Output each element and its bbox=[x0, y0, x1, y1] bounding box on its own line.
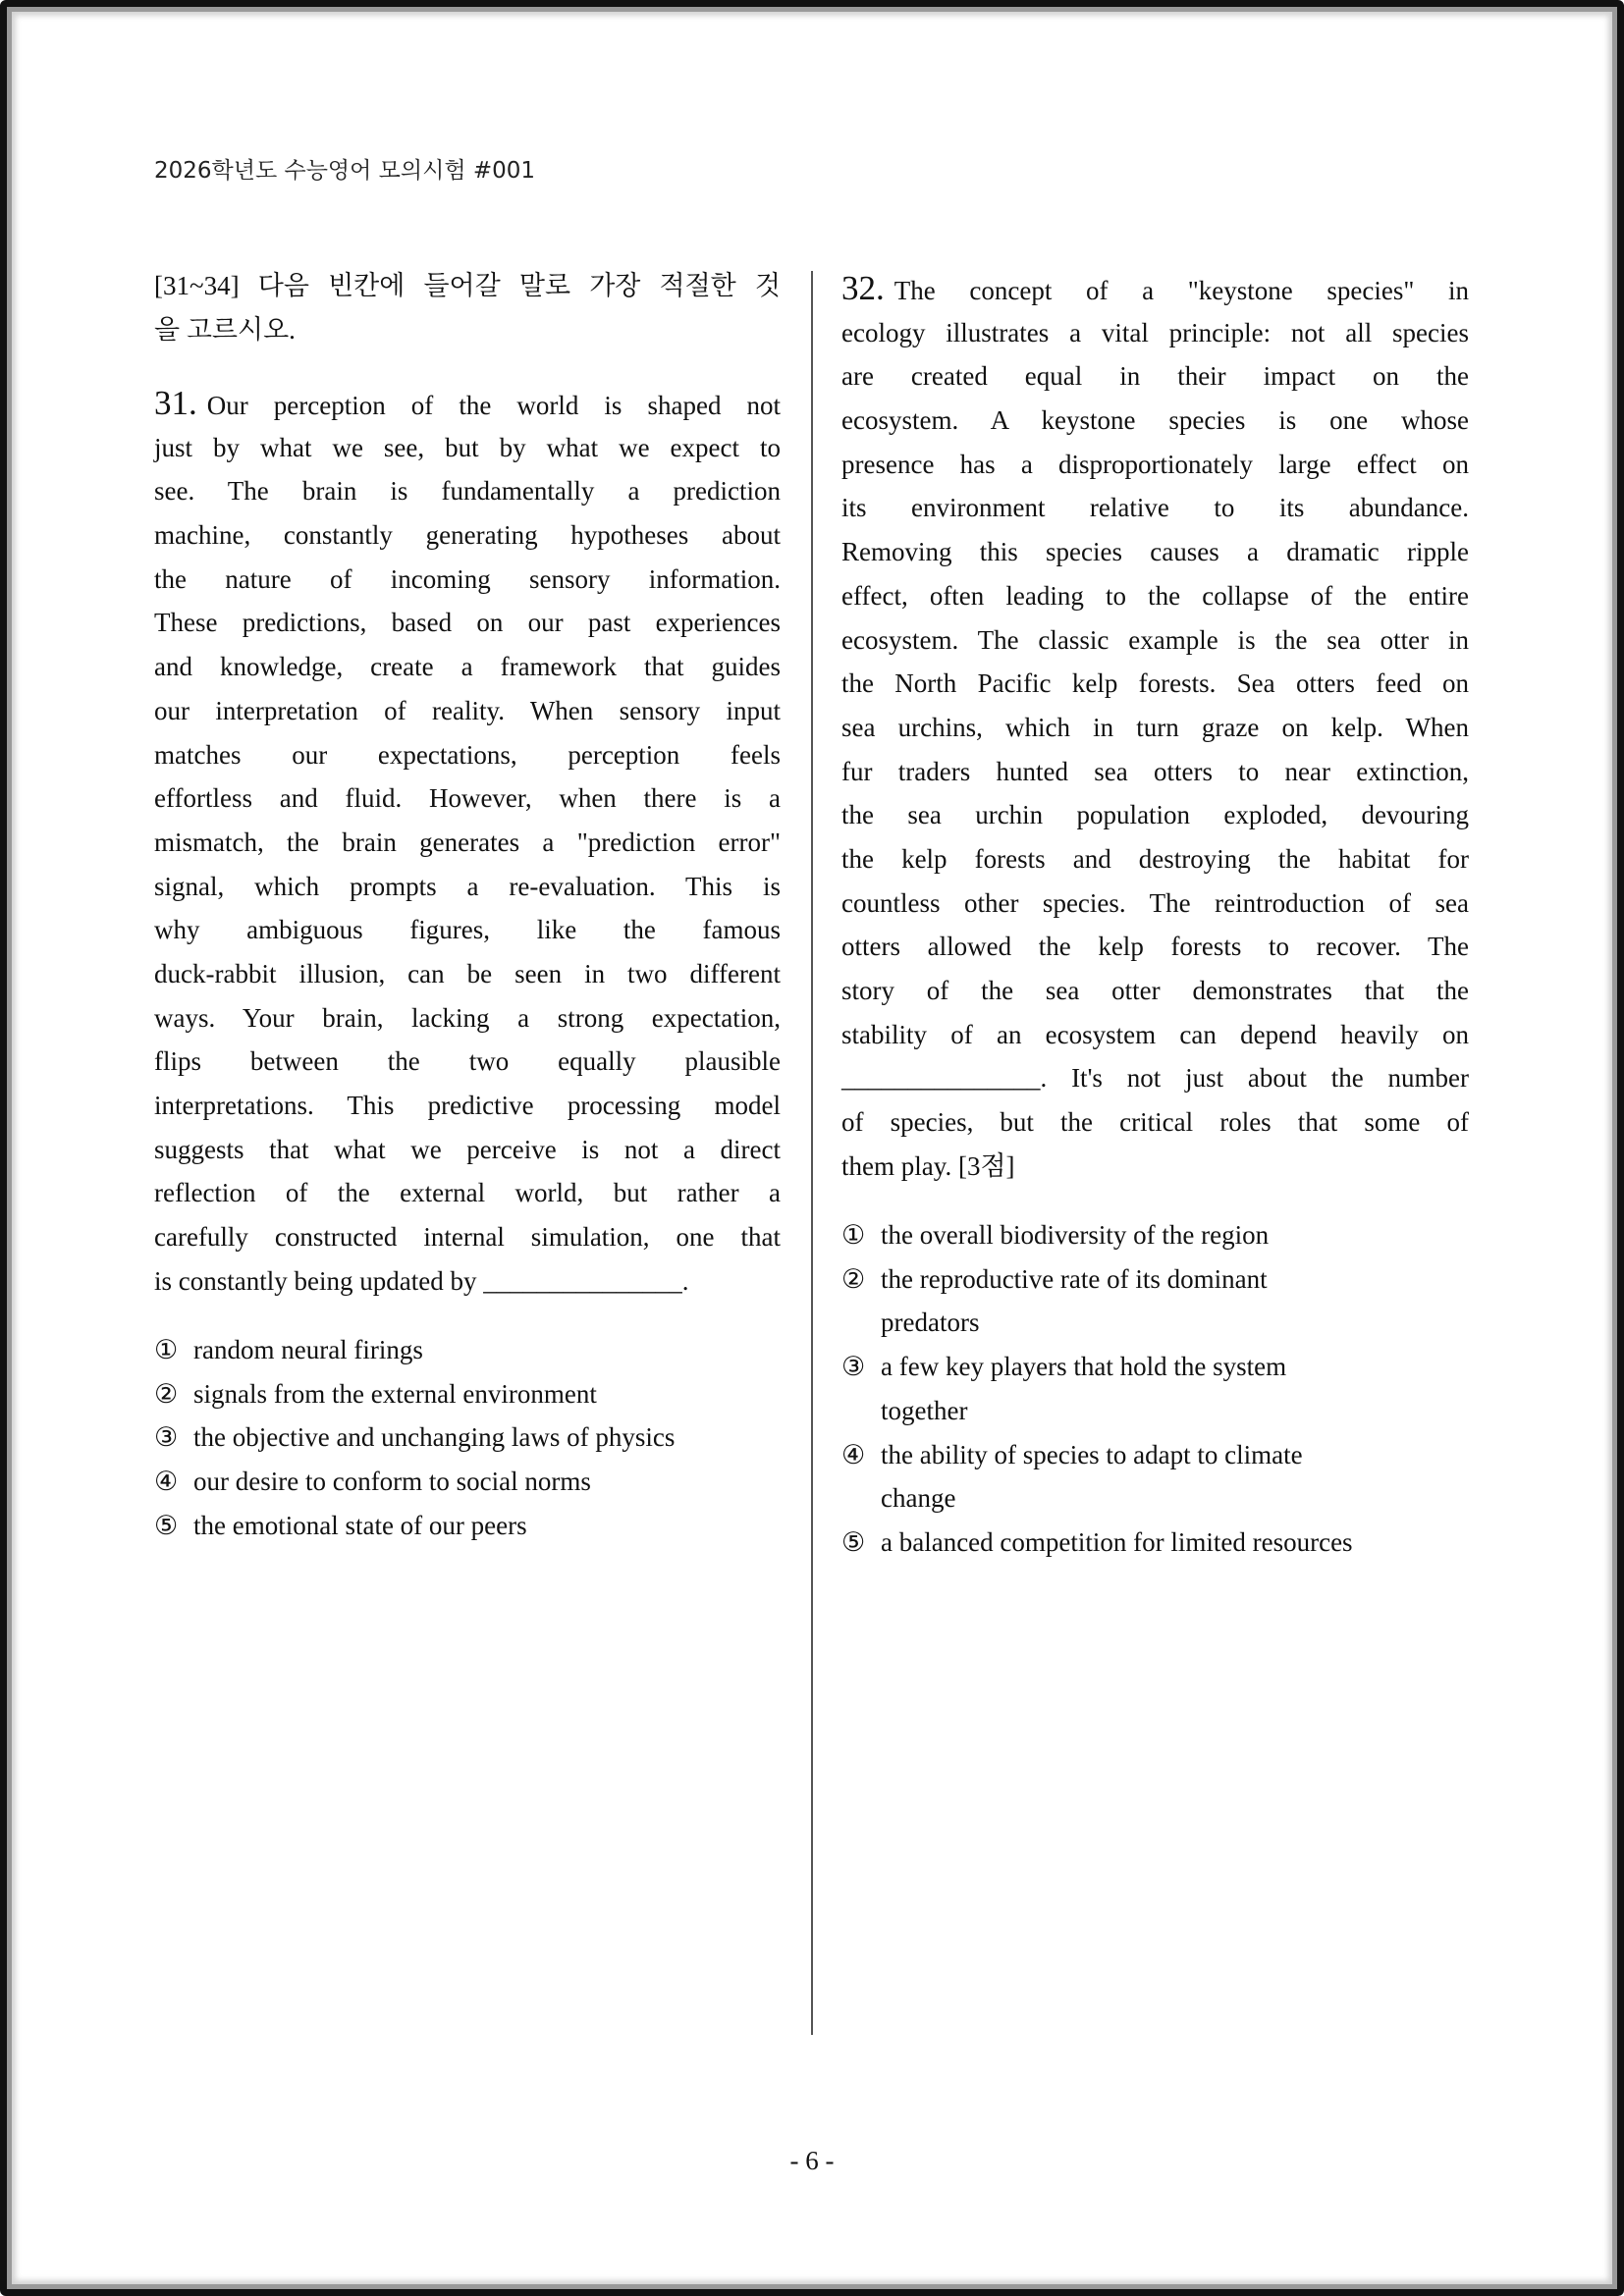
option-text: signals from the external environment bbox=[193, 1378, 597, 1409]
passage-line: Removing this species causes a dramatic ripple bbox=[841, 537, 1469, 567]
passage-line: our interpretation of reality. When sensory input bbox=[154, 695, 781, 725]
question-31-options bbox=[154, 1328, 781, 1548]
passage-line: fur traders hunted sea otters to near extinction, bbox=[841, 756, 1469, 786]
answer-option-4[interactable] bbox=[841, 1433, 1469, 1521]
passage-line: machine, constantly generating hypotheses about bbox=[154, 520, 781, 551]
passage-line: countless other species. The reintroduction of sea bbox=[841, 887, 1469, 918]
option-text: the objective and unchanging laws of physics bbox=[193, 1422, 676, 1453]
option-number: ⑤ bbox=[841, 1526, 866, 1557]
passage-line: _______________. It's not just about the number bbox=[841, 1063, 1469, 1094]
option-number: ② bbox=[841, 1263, 866, 1294]
option-text: our desire to conform to social norms bbox=[193, 1467, 591, 1497]
passage-line: why ambiguous figures, like the famous bbox=[154, 915, 781, 945]
passage-line: ecology illustrates a vital principle: not all species bbox=[841, 317, 1469, 347]
option-text: a balanced competition for limited resources bbox=[881, 1526, 1353, 1557]
answer-option-2[interactable] bbox=[841, 1257, 1469, 1345]
passage-line: duck-rabbit illusion, can be seen in two different bbox=[154, 958, 781, 988]
passage-line: suggests that what we perceive is not a direct bbox=[154, 1134, 781, 1164]
option-number: ③ bbox=[154, 1422, 179, 1453]
page-number: - 6 - bbox=[789, 2146, 835, 2175]
question-number: 31. bbox=[154, 384, 197, 422]
question-32-options bbox=[841, 1213, 1469, 1565]
passage-line: them play. [3점] bbox=[841, 1150, 1015, 1181]
passage-text: The concept of a "keystone species" in bbox=[893, 276, 1469, 305]
exam-header: 2026학년도 수능영어 모의시험 #001 bbox=[154, 158, 536, 184]
answer-option-3[interactable] bbox=[841, 1345, 1469, 1432]
option-number: ⑤ bbox=[154, 1510, 179, 1540]
answer-option-2[interactable] bbox=[154, 1372, 781, 1416]
passage-line: sea urchins, which in turn graze on kelp. When bbox=[841, 712, 1469, 742]
answer-option-4[interactable] bbox=[154, 1460, 781, 1504]
answer-option-5[interactable] bbox=[841, 1521, 1469, 1565]
passage-line: the North Pacific kelp forests. Sea otters feed on bbox=[841, 668, 1469, 699]
passage-line: mismatch, the brain generates a "prediction error" bbox=[154, 827, 781, 857]
passage-line: is constantly being updated by _______________. bbox=[154, 1265, 689, 1296]
question-number: 32. bbox=[841, 269, 885, 307]
passage-line: and knowledge, create a framework that guides bbox=[154, 652, 781, 682]
option-number: ④ bbox=[154, 1467, 179, 1497]
passage-text: Our perception of the world is shaped not bbox=[206, 391, 781, 420]
section-instruction bbox=[154, 264, 781, 351]
passage-line: see. The brain is fundamentally a prediction bbox=[154, 476, 781, 507]
instruction-line: [31~34] 다음 빈칸에 들어갈 말로 가장 적절한 것 bbox=[154, 271, 781, 300]
question-31-passage bbox=[154, 382, 781, 1303]
option-number: ② bbox=[154, 1378, 179, 1409]
answer-option-5[interactable] bbox=[154, 1504, 781, 1548]
answer-option-1[interactable] bbox=[154, 1328, 781, 1372]
passage-line: its environment relative to its abundance. bbox=[841, 493, 1469, 523]
passage-line: ecosystem. The classic example is the sea otter in bbox=[841, 624, 1469, 655]
passage-line: stability of an ecosystem can depend heavily on bbox=[841, 1019, 1469, 1049]
passage-line: the nature of incoming sensory information. bbox=[154, 563, 781, 594]
option-number: ① bbox=[841, 1220, 866, 1250]
option-text: predators bbox=[881, 1308, 980, 1338]
answer-option-1[interactable] bbox=[841, 1213, 1469, 1257]
instruction-line: 을 고르시오. bbox=[154, 314, 296, 345]
answer-option-3[interactable] bbox=[154, 1415, 781, 1460]
passage-line: the kelp forests and destroying the habitat for bbox=[841, 843, 1469, 874]
passage-line bbox=[154, 382, 781, 426]
passage-line: are created equal in their impact on the bbox=[841, 361, 1469, 392]
passage-line: matches our expectations, perception feels bbox=[154, 739, 781, 770]
passage-line: otters allowed the kelp forests to recover. The bbox=[841, 932, 1469, 962]
passage-line: reflection of the external world, but rather a bbox=[154, 1178, 781, 1208]
passage-line: effect, often leading to the collapse of the entire bbox=[841, 580, 1469, 611]
passage-line: story of the sea otter demonstrates that the bbox=[841, 976, 1469, 1005]
option-number: ③ bbox=[841, 1352, 866, 1382]
option-text: change bbox=[881, 1483, 956, 1514]
passage-line: the sea urchin population exploded, devouring bbox=[841, 800, 1469, 830]
option-text: the emotional state of our peers bbox=[193, 1510, 527, 1540]
passage-line: signal, which prompts a re-evaluation. This is bbox=[154, 871, 781, 901]
option-text: a few key players that hold the system bbox=[881, 1352, 1287, 1382]
passage-line: of species, but the critical roles that some of bbox=[841, 1107, 1469, 1138]
passage-line: ways. Your brain, lacking a strong expectation, bbox=[154, 1002, 781, 1033]
option-text: random neural firings bbox=[193, 1335, 423, 1364]
passage-line: These predictions, based on our past experiences bbox=[154, 608, 781, 638]
passage-line: effortless and fluid. However, when there is a bbox=[154, 783, 781, 814]
option-text: the ability of species to adapt to climate bbox=[881, 1439, 1303, 1469]
passage-line: interpretations. This predictive processing model bbox=[154, 1091, 781, 1120]
option-text: the reproductive rate of its dominant bbox=[881, 1263, 1268, 1294]
passage-line bbox=[841, 267, 1469, 311]
question-32-passage bbox=[841, 267, 1469, 1188]
option-text: the overall biodiversity of the region bbox=[881, 1220, 1270, 1250]
passage-line: flips between the two equally plausible bbox=[154, 1046, 781, 1077]
passage-line: presence has a disproportionately large effect on bbox=[841, 449, 1469, 479]
passage-line: carefully constructed internal simulation, one that bbox=[154, 1222, 781, 1253]
option-text: together bbox=[881, 1395, 968, 1425]
column-divider bbox=[811, 271, 813, 2035]
passage-line: just by what we see, but by what we expect to bbox=[154, 432, 781, 462]
option-number: ① bbox=[154, 1335, 179, 1364]
option-number: ④ bbox=[841, 1439, 866, 1469]
passage-line: ecosystem. A keystone species is one whose bbox=[841, 405, 1469, 436]
